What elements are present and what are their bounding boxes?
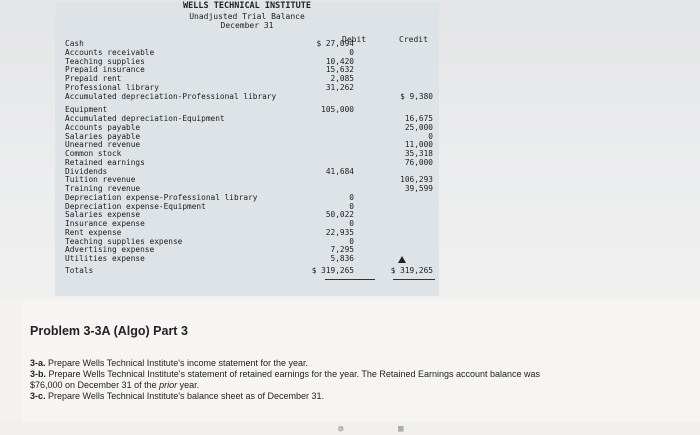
- credit-value: $ 9,380: [400, 91, 433, 101]
- debit-value: 0: [349, 192, 354, 202]
- credit-value: 0: [428, 131, 433, 141]
- requirement-3a: [30, 358, 308, 369]
- statement-title: Unadjusted Trial Balance: [189, 11, 305, 21]
- debit-value: 105,000: [321, 105, 354, 115]
- credit-value: 35,318: [404, 149, 433, 158]
- account-name: Depreciation expense-Equipment: [65, 201, 206, 211]
- link-icon[interactable]: ◍: [338, 424, 344, 434]
- account-name: Accounts payable: [65, 122, 141, 132]
- problem-title: Problem 3-3A (Algo) Part 3: [30, 324, 188, 338]
- account-name: Training revenue: [65, 184, 141, 193]
- account-name: Accumulated depreciation-Professional library: [65, 91, 277, 101]
- debit-value: 10,420: [325, 56, 354, 66]
- debit-value: $ 319,265: [311, 265, 354, 275]
- account-name: Teaching supplies expense: [65, 236, 183, 246]
- problem-panel: [22, 300, 700, 435]
- account-name: Equipment: [65, 105, 108, 115]
- credit-value: 39,599: [404, 184, 433, 193]
- credit-value: 25,000: [404, 122, 433, 132]
- requirement-3c-label: 3-c.: [30, 391, 46, 401]
- account-name: Professional library: [65, 82, 159, 92]
- account-name: Prepaid rent: [65, 74, 122, 83]
- account-name: Prepaid insurance: [65, 65, 145, 75]
- requirement-3b-cont: [30, 380, 199, 391]
- debit-value: 15,632: [325, 65, 354, 75]
- account-name: Totals: [65, 265, 94, 275]
- credit-value: 76,000: [404, 157, 433, 167]
- account-name: Accounts receivable: [65, 47, 155, 57]
- debit-value: 5,836: [330, 254, 354, 263]
- credit-header: Credit: [399, 35, 428, 44]
- account-name: Teaching supplies: [65, 56, 145, 66]
- account-name: Unearned revenue: [65, 140, 141, 150]
- requirement-3a-label: 3-a.: [30, 358, 46, 368]
- account-name: Retained earnings: [65, 157, 145, 167]
- account-name: Salaries payable: [65, 131, 141, 141]
- credit-value: 16,675: [404, 114, 433, 123]
- credit-value: 11,000: [404, 140, 433, 150]
- debit-value: 0: [349, 201, 354, 211]
- requirement-3b-prior: prior: [159, 380, 178, 390]
- requirement-3b-cont-text: $76,000 on December 31 of the: [30, 380, 160, 390]
- sheet-header: [55, 2, 439, 36]
- cursor-arrow-icon: [398, 256, 406, 263]
- debit-value: 22,935: [325, 227, 354, 237]
- debit-value: 0: [349, 219, 354, 228]
- grid-icon[interactable]: ▦: [398, 424, 404, 434]
- debit-value: $ 27,094: [316, 39, 354, 48]
- statement-date: December 31: [220, 21, 274, 30]
- account-name: Dividends: [65, 166, 108, 176]
- debit-value: 7,295: [330, 245, 354, 255]
- account-name: Insurance expense: [65, 219, 145, 228]
- debit-value: 50,022: [325, 210, 354, 220]
- debit-header: Debit: [342, 35, 367, 44]
- account-name: Accumulated depreciation-Equipment: [65, 114, 225, 123]
- requirement-3b-text: Prepare Wells Technical Institute's statement of retained earnings for the year. The Retained Earnings account balance was: [48, 369, 541, 379]
- requirement-3c: [30, 391, 324, 402]
- debit-value: 0: [349, 47, 354, 57]
- account-name: Rent expense: [65, 227, 122, 237]
- credit-total-rule: [393, 279, 435, 280]
- credit-value: $ 319,265: [390, 265, 433, 275]
- requirement-3a-text: Prepare Wells Technical Institute's income statement for the year.: [48, 358, 309, 368]
- company-name: WELLS TECHNICAL INSTITUTE: [183, 1, 311, 11]
- account-name: Salaries expense: [65, 210, 141, 220]
- debit-value: 31,262: [325, 82, 354, 92]
- account-name: Utilities expense: [65, 254, 145, 263]
- debit-value: 0: [349, 236, 354, 246]
- trial-balance-sheet: [55, 2, 439, 296]
- requirement-3c-text: Prepare Wells Technical Institute's balance sheet as of December 31.: [48, 391, 325, 401]
- account-name: Advertising expense: [65, 245, 155, 255]
- account-name: Tuition revenue: [65, 175, 136, 185]
- debit-value: 2,085: [330, 74, 354, 83]
- account-name: Depreciation expense-Professional library: [65, 192, 258, 202]
- requirement-3b-label: 3-b.: [30, 369, 47, 379]
- credit-value: 106,293: [400, 175, 433, 185]
- bottom-toolbar-strip: [0, 422, 700, 435]
- debit-value: 41,684: [325, 166, 354, 176]
- requirement-3b-year: year.: [177, 380, 200, 390]
- account-name: Cash: [65, 39, 84, 48]
- account-name: Common stock: [65, 149, 122, 158]
- requirement-3b: [30, 369, 540, 380]
- debit-total-rule: [325, 279, 375, 280]
